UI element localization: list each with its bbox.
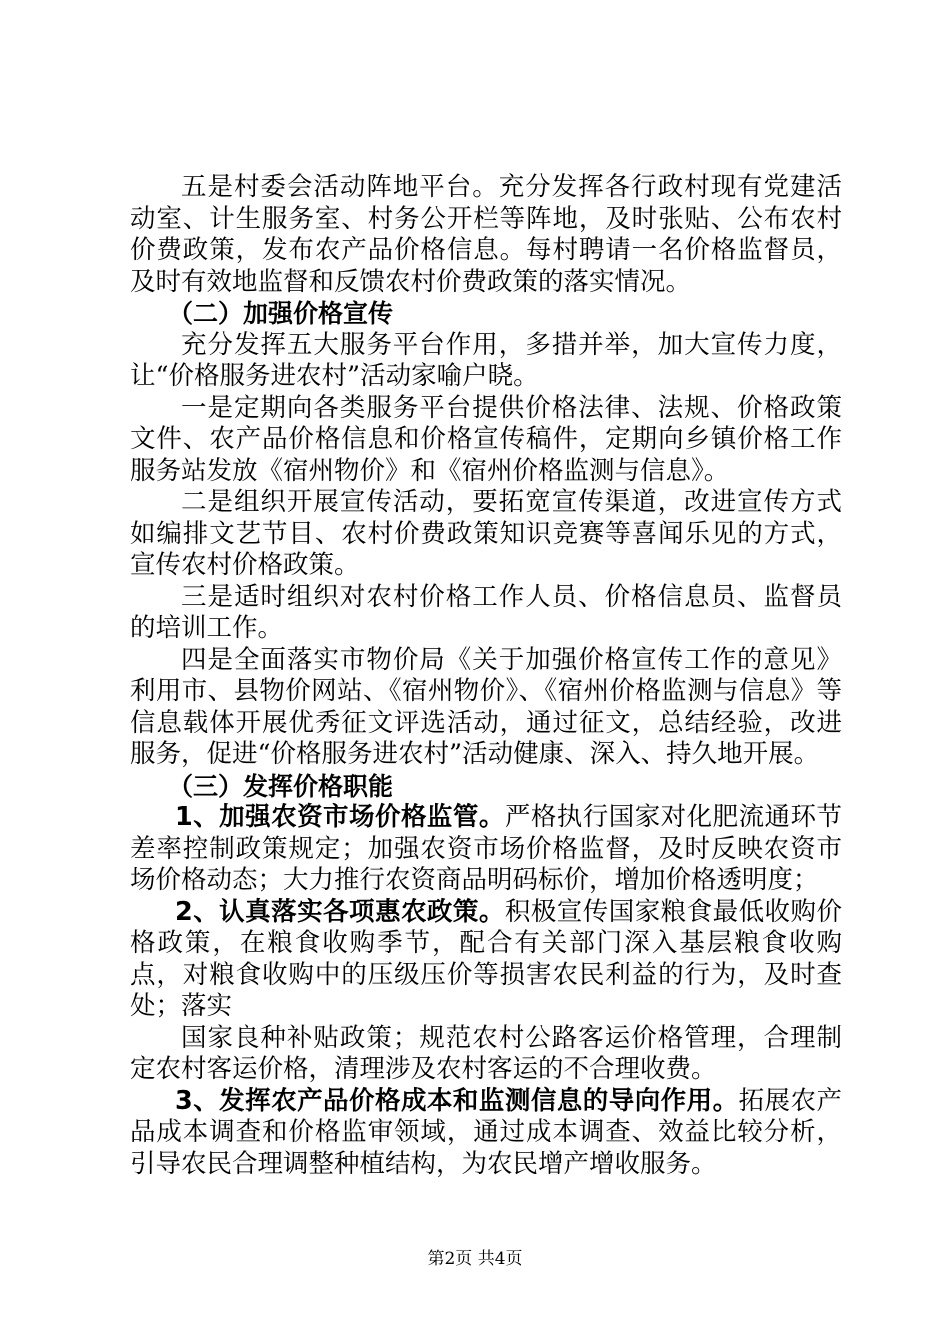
paragraph-publicity-intro: 充分发挥五大服务平台作用，多措并举，加大宣传力度，让“价格服务进农村”活动家喻户晓。 bbox=[130, 329, 842, 391]
section-heading-publicity: （二）加强价格宣传 bbox=[168, 299, 394, 328]
paragraph-village-platform: 五是村委会活动阵地平台。充分发挥各行政村现有党建活动室、计生服务室、村务公开栏等阵地，及时张贴、公布农村价费政策，发布农产品价格信息。每村聘请一名价格监督员，及时有效地监督和反馈农村价费政策的落实情况。 bbox=[130, 172, 842, 297]
document-body bbox=[130, 172, 842, 1180]
paragraph-subsidy-policy: 国家良种补贴政策；规范农村公路客运价格管理，合理制定农村客运价格，清理涉及农村客运的不合理收费。 bbox=[130, 1022, 842, 1084]
item-title-3: 3、发挥农产品价格成本和监测信息的导向作用。 bbox=[175, 1085, 739, 1116]
section-heading-functions: （三）发挥价格职能 bbox=[168, 771, 394, 801]
item-text-2: 积极宣传国家粮食最低收购价格政策，在粮食收购季节，配合有关部门深入基层粮食收购点，对粮食收购中的压级压价等损害农民利益的行为，及时查处；落实 bbox=[130, 896, 842, 1021]
list-item-function-1 bbox=[130, 802, 842, 897]
item-title-2: 2、认真落实各项惠农政策。 bbox=[175, 896, 505, 927]
list-item-function-2 bbox=[130, 897, 842, 1023]
item-text-1: 严格执行国家对化肥流通环节差率控制政策规定；加强农资市场价格监督，及时反映农资市场价格动态；大力推行农资商品明码标价，增加价格透明度； bbox=[130, 802, 842, 895]
paragraph-publicity-three: 三是适时组织对农村价格工作人员、价格信息员、监督员的培训工作。 bbox=[130, 581, 842, 643]
page-number-footer: 第2页 共4页 bbox=[427, 1249, 523, 1269]
paragraph-publicity-two: 二是组织开展宣传活动，要拓宽宣传渠道，改进宣传方式如编排文艺节目、农村价费政策知识竞赛等喜闻乐见的方式，宣传农村价格政策。 bbox=[130, 487, 842, 580]
list-item-function-3 bbox=[130, 1086, 842, 1181]
paragraph-publicity-one: 一是定期向各类服务平台提供价格法律、法规、价格政策文件、农产品价格信息和价格宣传稿件，定期向乡镇价格工作服务站发放《宿州物价》和《宿州价格监测与信息》。 bbox=[130, 392, 842, 486]
item-text-3: 拓展农产品成本调查和价格监审领域，通过成本调查、效益比较分析，引导农民合理调整种植结构，为农民增产增收服务。 bbox=[130, 1085, 842, 1179]
item-title-1: 1、加强农资市场价格监管。 bbox=[175, 802, 505, 832]
paragraph-publicity-four: 四是全面落实市物价局《关于加强价格宣传工作的意见》利用市、县物价网站、《宿州物价》、《宿州价格监测与信息》等信息载体开展优秀征文评选活动，通过征文，总结经验，改进服务，促进“价格服务进农村”活动健康、深入、持久地开展。 bbox=[130, 644, 842, 769]
